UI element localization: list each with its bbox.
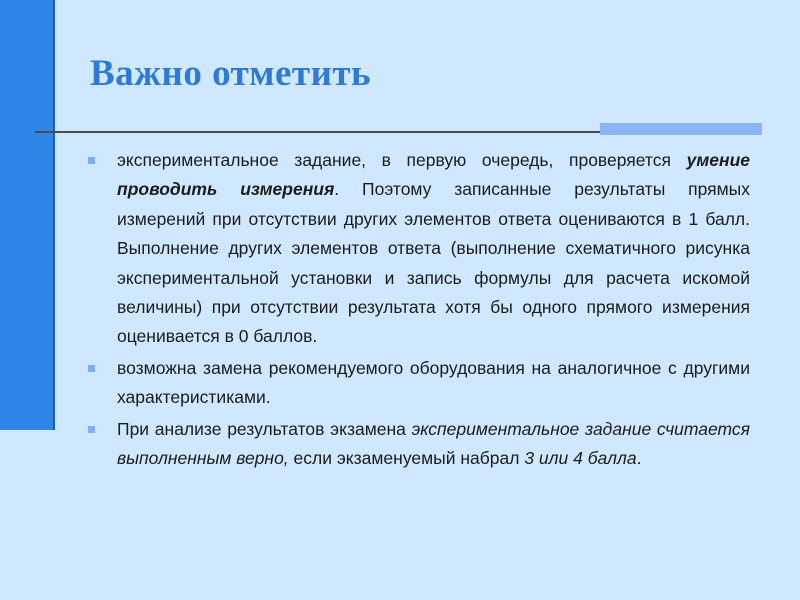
square-bullet-icon [88, 157, 95, 164]
text-segment: экспериментальное задание, в первую очередь, проверяется [117, 150, 687, 170]
bullet-item-1 [88, 146, 750, 352]
text-segment: возможна замена рекомендуемого оборудования на аналогичное с другими характеристиками. [117, 357, 750, 408]
side-accent-band [0, 0, 53, 430]
text-segment: если экзаменуемый набрал [288, 448, 525, 469]
italic-text: 3 или 4 балла [524, 448, 637, 469]
text-segment: . Поэтому записанные результаты прямых измерений при отсутствии других элементов ответа оцениваются в 1 балл. Выполнение других элементов ответа (выполнение схематичного рисунка экспериментальной установки и запись формулы для расчета искомой величины) при отсутствии результата хотя бы одного прямого измерения оценивается в 0 баллов. [117, 179, 750, 347]
bullet-text [117, 358, 750, 407]
square-bullet-icon [88, 426, 95, 433]
bullet-text [117, 150, 750, 346]
bullet-list [88, 146, 750, 475]
title-divider-accent [600, 123, 762, 135]
side-accent-edge [53, 0, 55, 430]
bullet-item-3 [88, 415, 750, 474]
italic-text: экспериментальное задание считается выполненным верно, [117, 418, 750, 469]
square-bullet-icon [88, 365, 95, 372]
emphasis-text: умение проводить измерения [117, 150, 750, 200]
slide-title: Важно отметить [90, 53, 372, 94]
text-segment: При анализе результатов экзамена [117, 418, 412, 439]
bullet-item-2 [88, 354, 750, 413]
text-segment: . [636, 448, 642, 469]
bullet-text [117, 419, 750, 468]
